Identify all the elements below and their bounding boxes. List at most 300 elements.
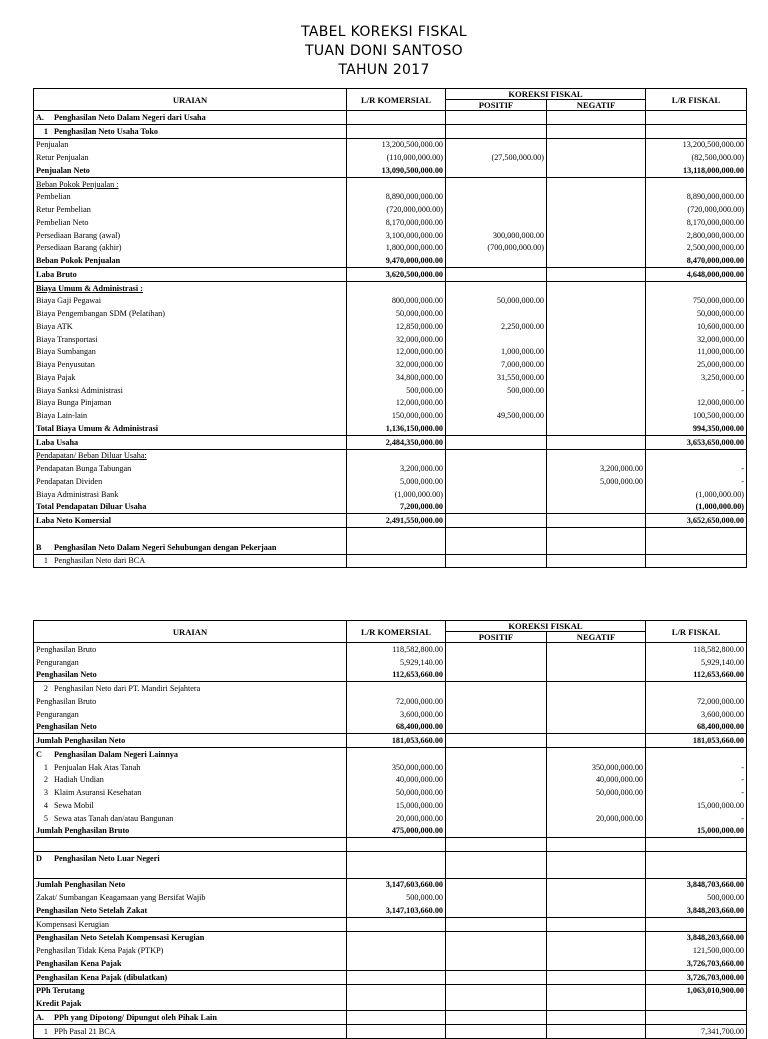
table-row: [34, 970, 747, 984]
cell-fis: 118,582,800.00: [646, 643, 747, 656]
header-koreksi-fiskal: KOREKSI FISKAL: [446, 89, 646, 100]
cell-kom: 50,000,000.00: [347, 307, 446, 320]
row-label-text: Pendapatan Dividen: [36, 476, 103, 486]
row-label: [34, 514, 347, 528]
cell-neg: [547, 124, 646, 138]
row-number: 1: [43, 1026, 48, 1036]
cell-neg: [547, 111, 646, 125]
cell-pos: 300,000,000.00: [446, 229, 547, 242]
cell-neg: [547, 944, 646, 957]
cell-kom: 32,000,000.00: [347, 333, 446, 346]
row-label-text: Penghasilan Neto Setelah Kompensasi Kerugian: [36, 933, 205, 943]
row-label: [34, 528, 347, 541]
cell-pos: [446, 397, 547, 410]
fiscal-correction-table-2: [33, 620, 747, 1039]
row-label: [34, 734, 347, 748]
cell-neg: [547, 970, 646, 984]
cell-fis: 10,600,000.00: [646, 320, 747, 333]
row-label-text: Biaya Administrasi Bank: [36, 489, 119, 499]
cell-pos: [446, 254, 547, 267]
cell-fis: 3,652,650,000.00: [646, 514, 747, 528]
row-label-text: Biaya Sanksi Administrasi: [36, 385, 123, 395]
cell-fis: 13,118,000,000.00: [646, 164, 747, 177]
row-label-text: Biaya ATK: [36, 321, 73, 331]
cell-kom: 3,620,500,000.00: [347, 268, 446, 282]
cell-pos: 500,000.00: [446, 384, 547, 397]
row-label: [34, 242, 347, 255]
row-label-text: Persediaan Barang (akhir): [36, 243, 122, 253]
row-label: [34, 229, 347, 242]
row-number: C: [36, 749, 42, 759]
cell-pos: [446, 721, 547, 734]
table-row: [34, 761, 747, 774]
cell-neg: [547, 891, 646, 904]
row-label: [34, 669, 347, 682]
cell-fis: 15,000,000.00: [646, 799, 747, 812]
cell-fis: 25,000,000.00: [646, 358, 747, 371]
row-label-text: Penghasilan Neto Luar Negeri: [54, 853, 160, 863]
cell-neg: [547, 708, 646, 721]
header-lr-komersial: L/R KOMERSIAL: [347, 89, 446, 111]
cell-fis: 8,470,000,000.00: [646, 254, 747, 267]
row-label-text: Penghasilan Kena Pajak: [36, 958, 122, 968]
cell-pos: [446, 488, 547, 501]
row-label-text: Retur Pembelian: [36, 205, 91, 215]
cell-neg: 40,000,000.00: [547, 774, 646, 787]
cell-fis: 3,848,203,660.00: [646, 904, 747, 917]
cell-kom: (1,000,000.00): [347, 488, 446, 501]
title-line-3: TAHUN 2017: [338, 62, 430, 78]
cell-pos: [446, 984, 547, 997]
cell-neg: [547, 931, 646, 944]
row-label: [34, 825, 347, 838]
cell-pos: [446, 435, 547, 449]
cell-pos: [446, 268, 547, 282]
row-number: A.: [36, 112, 44, 122]
cell-neg: [547, 138, 646, 151]
cell-neg: [547, 682, 646, 695]
cell-pos: 31,550,000.00: [446, 371, 547, 384]
row-label-text: Persediaan Barang (awal): [36, 230, 121, 240]
cell-fis: 8,890,000,000.00: [646, 191, 747, 204]
row-label: [34, 384, 347, 397]
cell-pos: [446, 774, 547, 787]
cell-pos: [446, 878, 547, 891]
table-row: [34, 397, 747, 410]
cell-neg: [547, 734, 646, 748]
cell-neg: [547, 203, 646, 216]
row-label: [34, 307, 347, 320]
cell-kom: 12,850,000.00: [347, 320, 446, 333]
cell-fis: 7,341,700.00: [646, 1024, 747, 1038]
table-row: [34, 931, 747, 944]
cell-kom: [347, 1011, 446, 1025]
cell-fis: 3,726,703,000.00: [646, 970, 747, 984]
cell-kom: 500,000.00: [347, 384, 446, 397]
table-row: [34, 786, 747, 799]
title-line-1: TABEL KOREKSI FISKAL: [301, 24, 467, 40]
cell-pos: [446, 554, 547, 568]
cell-neg: [547, 957, 646, 970]
cell-kom: [347, 997, 446, 1010]
row-label: [34, 852, 347, 865]
cell-neg: 3,200,000.00: [547, 462, 646, 475]
row-label: [34, 708, 347, 721]
cell-kom: [347, 931, 446, 944]
table-row: [34, 111, 747, 125]
cell-kom: 150,000,000.00: [347, 409, 446, 422]
cell-kom: [347, 449, 446, 462]
cell-neg: [547, 435, 646, 449]
row-label: [34, 865, 347, 878]
row-label: [34, 488, 347, 501]
row-label: [34, 346, 347, 359]
row-number: 4: [43, 800, 48, 810]
row-label: [34, 799, 347, 812]
cell-kom: 475,000,000.00: [347, 825, 446, 838]
cell-neg: [547, 229, 646, 242]
row-label-text: Pendapatan Bunga Tabungan: [36, 464, 132, 474]
row-label: [34, 295, 347, 308]
table-row: [34, 475, 747, 488]
table-row: [34, 151, 747, 164]
row-label-text: Penghasilan Bruto: [36, 644, 97, 654]
table-row: [34, 449, 747, 462]
row-label-text: Beban Pokok Penjualan: [36, 256, 121, 266]
table-row: [34, 138, 747, 151]
row-label: [34, 917, 347, 931]
cell-kom: 8,890,000,000.00: [347, 191, 446, 204]
cell-kom: 181,053,660.00: [347, 734, 446, 748]
cell-pos: [446, 541, 547, 554]
cell-fis: [646, 1011, 747, 1025]
cell-fis: 750,000,000.00: [646, 295, 747, 308]
cell-pos: (700,000,000.00): [446, 242, 547, 255]
cell-neg: [547, 554, 646, 568]
cell-kom: [347, 124, 446, 138]
cell-neg: [547, 254, 646, 267]
cell-neg: [547, 281, 646, 294]
cell-pos: [446, 191, 547, 204]
cell-neg: [547, 695, 646, 708]
cell-neg: [547, 984, 646, 997]
cell-pos: [446, 422, 547, 435]
cell-pos: [446, 931, 547, 944]
row-label: [34, 397, 347, 410]
cell-fis: (1,000,000.00): [646, 488, 747, 501]
cell-pos: [446, 944, 547, 957]
cell-neg: [547, 541, 646, 554]
row-label-text: Beban Pokok Penjualan :: [36, 179, 119, 189]
cell-neg: [547, 268, 646, 282]
cell-neg: [547, 878, 646, 891]
cell-neg: [547, 295, 646, 308]
row-label-text: Penghasilan Kena Pajak (dibulatkan): [36, 972, 168, 982]
table-row: [34, 904, 747, 917]
cell-fis: 181,053,660.00: [646, 734, 747, 748]
cell-pos: [446, 761, 547, 774]
row-label-text: Biaya Penyusutan: [36, 360, 95, 370]
table-row: [34, 488, 747, 501]
row-label: [34, 878, 347, 891]
cell-pos: [446, 124, 547, 138]
cell-pos: [446, 462, 547, 475]
cell-neg: [547, 164, 646, 177]
cell-pos: [446, 786, 547, 799]
cell-neg: 350,000,000.00: [547, 761, 646, 774]
header-lr-fiskal: L/R FISKAL: [646, 621, 747, 643]
cell-kom: [347, 838, 446, 852]
table-row: [34, 878, 747, 891]
cell-fis: 12,000,000.00: [646, 397, 747, 410]
cell-fis: [646, 541, 747, 554]
row-label-text: Pengurangan: [36, 709, 79, 719]
row-label-text: Zakat/ Sumbangan Keagamaan yang Bersifat Wajib: [36, 893, 206, 903]
cell-pos: [446, 957, 547, 970]
table-row: [34, 384, 747, 397]
row-label-text: Penghasilan Bruto: [36, 696, 97, 706]
row-label: [34, 957, 347, 970]
row-label: [34, 138, 347, 151]
row-label-text: Penghasilan Neto Usaha Toko: [54, 126, 158, 136]
table-row: [34, 695, 747, 708]
row-label: [34, 761, 347, 774]
row-label: [34, 462, 347, 475]
cell-fis: 3,250,000.00: [646, 371, 747, 384]
cell-kom: [347, 1024, 446, 1038]
row-label: [34, 151, 347, 164]
table-row: [34, 984, 747, 997]
cell-kom: [347, 852, 446, 865]
cell-pos: [446, 514, 547, 528]
cell-fis: 3,726,703,660.00: [646, 957, 747, 970]
cell-kom: 8,170,000,000.00: [347, 216, 446, 229]
cell-kom: 32,000,000.00: [347, 358, 446, 371]
cell-fis: [646, 111, 747, 125]
cell-neg: [547, 151, 646, 164]
cell-neg: [547, 397, 646, 410]
row-label-text: Penghasilan Neto dari BCA: [54, 556, 146, 566]
cell-fis: -: [646, 462, 747, 475]
cell-kom: 800,000,000.00: [347, 295, 446, 308]
row-label: [34, 656, 347, 669]
cell-kom: 12,000,000.00: [347, 397, 446, 410]
cell-fis: [646, 852, 747, 865]
cell-neg: [547, 346, 646, 359]
row-label-text: Laba Neto Komersial: [36, 516, 112, 526]
table-row: [34, 422, 747, 435]
table-row: [34, 514, 747, 528]
table-row: [34, 371, 747, 384]
cell-fis: 13,200,500,000.00: [646, 138, 747, 151]
row-label: [34, 904, 347, 917]
table-row: [34, 177, 747, 190]
cell-kom: [347, 865, 446, 878]
row-label-text: Total Biaya Umum & Administrasi: [36, 423, 159, 433]
row-label-text: Biaya Umum & Administrasi :: [36, 283, 143, 293]
cell-neg: [547, 904, 646, 917]
table-row: [34, 124, 747, 138]
cell-fis: 500,000.00: [646, 891, 747, 904]
fiscal-correction-table-1: [33, 88, 747, 568]
row-label: [34, 838, 347, 852]
cell-fis: 68,400,000.00: [646, 721, 747, 734]
table-row: [34, 682, 747, 695]
cell-pos: [446, 695, 547, 708]
cell-pos: 49,500,000.00: [446, 409, 547, 422]
cell-pos: [446, 970, 547, 984]
cell-kom: [347, 748, 446, 761]
row-label: [34, 371, 347, 384]
cell-fis: [646, 124, 747, 138]
cell-kom: 50,000,000.00: [347, 786, 446, 799]
cell-pos: [446, 1024, 547, 1038]
cell-kom: 1,136,150,000.00: [347, 422, 446, 435]
table-row: [34, 268, 747, 282]
row-label: [34, 191, 347, 204]
cell-fis: 3,653,650,000.00: [646, 435, 747, 449]
cell-kom: [347, 944, 446, 957]
cell-neg: [547, 242, 646, 255]
table-row: [34, 435, 747, 449]
row-label: [34, 970, 347, 984]
cell-pos: [446, 997, 547, 1010]
cell-pos: [446, 825, 547, 838]
table-row: [34, 541, 747, 554]
cell-kom: 3,100,000,000.00: [347, 229, 446, 242]
row-label-text: Penghasilan Neto Dalam Negeri dari Usaha: [54, 112, 206, 122]
table-row: [34, 865, 747, 878]
row-label: [34, 435, 347, 449]
cell-pos: [446, 812, 547, 825]
cell-pos: [446, 333, 547, 346]
row-label: [34, 333, 347, 346]
cell-kom: [347, 281, 446, 294]
cell-neg: [547, 501, 646, 514]
cell-neg: [547, 177, 646, 190]
cell-fis: -: [646, 761, 747, 774]
table-row: [34, 917, 747, 931]
row-label: [34, 203, 347, 216]
cell-neg: 5,000,000.00: [547, 475, 646, 488]
cell-pos: [446, 891, 547, 904]
header-negatif: NEGATIF: [547, 100, 646, 111]
cell-pos: [446, 669, 547, 682]
cell-kom: 40,000,000.00: [347, 774, 446, 787]
cell-fis: 11,000,000.00: [646, 346, 747, 359]
table-row: [34, 554, 747, 568]
cell-neg: [547, 865, 646, 878]
header-positif: POSITIF: [446, 100, 547, 111]
row-label: [34, 475, 347, 488]
cell-neg: [547, 307, 646, 320]
cell-pos: [446, 528, 547, 541]
cell-pos: [446, 111, 547, 125]
cell-pos: [446, 799, 547, 812]
cell-pos: (27,500,000.00): [446, 151, 547, 164]
row-label-text: Penghasilan Neto dari PT. Mandiri Sejahtera: [54, 684, 201, 694]
row-label: [34, 254, 347, 267]
cell-kom: [347, 984, 446, 997]
cell-pos: [446, 281, 547, 294]
table-row: [34, 825, 747, 838]
header-negatif: NEGATIF: [547, 632, 646, 643]
table-row: [34, 229, 747, 242]
table-row: [34, 216, 747, 229]
row-label-text: Kredit Pajak: [36, 999, 82, 1009]
table-row: [34, 774, 747, 787]
row-label: [34, 409, 347, 422]
cell-kom: 350,000,000.00: [347, 761, 446, 774]
cell-neg: [547, 838, 646, 852]
row-label: [34, 786, 347, 799]
cell-fis: 3,600,000.00: [646, 708, 747, 721]
cell-kom: 2,484,350,000.00: [347, 435, 446, 449]
cell-neg: [547, 449, 646, 462]
cell-kom: 5,929,140.00: [347, 656, 446, 669]
row-label: [34, 422, 347, 435]
cell-fis: [646, 554, 747, 568]
cell-kom: [347, 917, 446, 931]
table-row: [34, 191, 747, 204]
cell-pos: [446, 203, 547, 216]
row-label-text: Jumlah Penghasilan Bruto: [36, 826, 130, 836]
row-label-text: Penghasilan Neto Dalam Negeri Sehubungan dengan Pekerjaan: [54, 542, 277, 552]
cell-fis: 50,000,000.00: [646, 307, 747, 320]
row-label: [34, 944, 347, 957]
cell-kom: [347, 111, 446, 125]
cell-fis: [646, 682, 747, 695]
cell-neg: [547, 514, 646, 528]
cell-kom: 72,000,000.00: [347, 695, 446, 708]
row-label: [34, 1011, 347, 1025]
cell-fis: 112,653,660.00: [646, 669, 747, 682]
cell-kom: [347, 682, 446, 695]
row-number: 1: [43, 556, 48, 566]
cell-kom: (110,000,000.00): [347, 151, 446, 164]
row-label: [34, 774, 347, 787]
table-row: [34, 799, 747, 812]
cell-fis: [646, 838, 747, 852]
row-label-text: Klaim Asuransi Kesehatan: [54, 788, 142, 798]
cell-neg: [547, 997, 646, 1010]
cell-neg: [547, 371, 646, 384]
header-lr-komersial: L/R KOMERSIAL: [347, 621, 446, 643]
row-label-text: PPh Pasal 21 BCA: [54, 1026, 116, 1036]
row-label-text: Sewa Mobil: [54, 800, 94, 810]
row-label-text: Jumlah Penghasilan Neto: [36, 736, 126, 746]
cell-neg: [547, 216, 646, 229]
cell-pos: [446, 1011, 547, 1025]
cell-fis: [646, 997, 747, 1010]
row-label-text: Penjualan Neto: [36, 165, 90, 175]
table-row: [34, 462, 747, 475]
table-row: [34, 656, 747, 669]
row-label: [34, 124, 347, 138]
row-label-text: Pembelian Neto: [36, 217, 89, 227]
cell-fis: 100,500,000.00: [646, 409, 747, 422]
cell-fis: 994,350,000.00: [646, 422, 747, 435]
row-label-text: Pengurangan: [36, 657, 79, 667]
table-row: [34, 242, 747, 255]
cell-fis: [646, 449, 747, 462]
cell-kom: 3,147,103,660.00: [347, 904, 446, 917]
table-row: [34, 501, 747, 514]
cell-pos: 1,000,000.00: [446, 346, 547, 359]
cell-pos: [446, 682, 547, 695]
table-row: [34, 748, 747, 761]
row-label: [34, 695, 347, 708]
